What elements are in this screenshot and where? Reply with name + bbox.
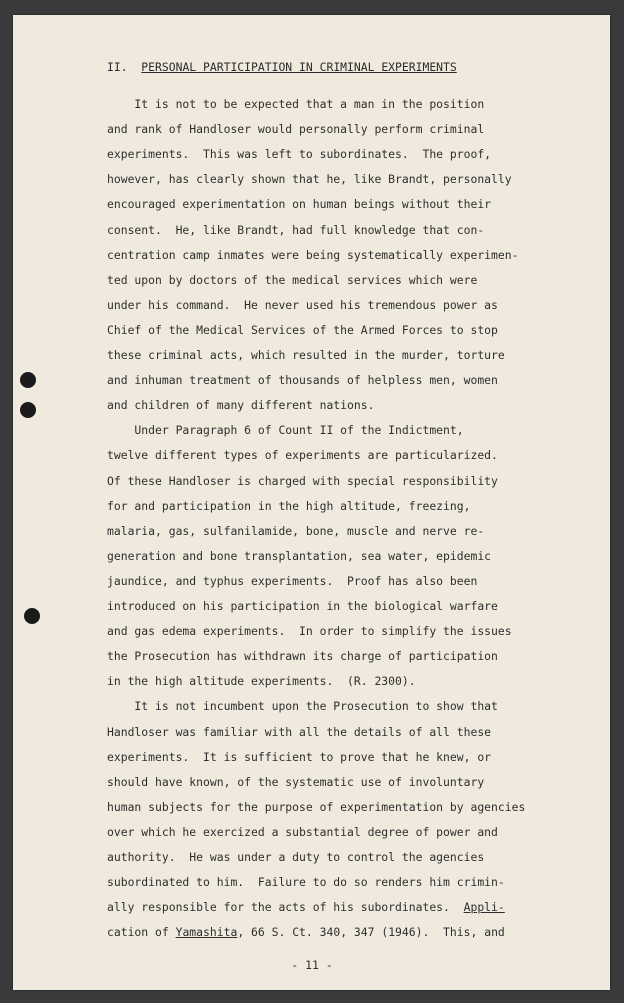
body-line: and gas edema experiments. In order to simplify the issues (107, 624, 512, 639)
text-cation: cation (107, 925, 149, 940)
section-number: II. (107, 60, 128, 74)
body-line: It is not incumbent upon the Prosecution to show that (107, 699, 498, 714)
body-line: ted upon by doctors of the medical services which were (107, 272, 478, 287)
page-number: - 11 - (291, 958, 333, 972)
appli-link-text: Appli- (463, 900, 505, 915)
body-line: and children of many different nations. (107, 398, 375, 413)
body-line-last (107, 900, 505, 914)
body-line: authority. He was under a duty to control the agencies (107, 850, 485, 864)
body-line: should have known, of the systematic use of involuntary (107, 774, 485, 789)
case-name: Yamashita (175, 925, 238, 940)
punch-hole (20, 372, 36, 388)
body-line: however, has clearly shown that he, like Brandt, personally (107, 172, 512, 187)
body-line: human subjects for the purpose of experimentation by agencies (107, 799, 526, 814)
body-line: Handloser was familiar with all the details of all these (107, 724, 492, 739)
body-line: consent. He, like Brandt, had full knowledge that con- (107, 222, 485, 237)
body-line: Under Paragraph 6 of Count II of the Indictment, (107, 423, 464, 438)
body-line: subordinated to him. Failure to do so renders him crimin- (107, 875, 505, 890)
body-line: in the high altitude experiments. (R. 2300). (107, 674, 416, 689)
body-line: malaria, gas, sulfanilamide, bone, muscle and nerve re- (107, 523, 485, 538)
body-line: centration camp inmates were being systematically experimen- (107, 247, 519, 262)
body-line: encouraged experimentation on human beings without their (107, 197, 492, 212)
body-line-33: ally responsible for the acts of his subordinates. (107, 900, 464, 915)
body-line: experiments. This was left to subordinates. The proof, (107, 147, 492, 162)
body-line: under his command. He never used his tremendous power as (107, 297, 498, 312)
body-line: Of these Handloser is charged with special responsibility (107, 473, 498, 488)
body-line: introduced on his participation in the biological warfare (107, 599, 498, 613)
section-title: PERSONAL PARTICIPATION IN CRIMINAL EXPERIMENTS (141, 60, 457, 74)
body-line: generation and bone transplantation, sea water, epidemic (107, 548, 492, 563)
body-line: jaundice, and typhus experiments. Proof has also been (107, 573, 478, 588)
body-line: over which he exercized a substantial degree of power and (107, 824, 498, 839)
text-of: of (148, 925, 176, 940)
body-line: twelve different types of experiments are particularized. (107, 448, 498, 463)
body-line: and inhuman treatment of thousands of helpless men, women (107, 373, 498, 388)
punch-hole (24, 608, 40, 624)
body-line: and rank of Handloser would personally perform criminal (107, 122, 485, 137)
section-heading (107, 60, 457, 74)
body-line-final (107, 925, 505, 939)
citation-text: , 66 S. Ct. 340, 347 (1946). This, and (237, 925, 505, 940)
body-line: Chief of the Medical Services of the Armed Forces to stop (107, 322, 498, 337)
body-line: It is not to be expected that a man in the position (107, 97, 485, 111)
punch-hole (20, 402, 36, 418)
body-line: these criminal acts, which resulted in the murder, torture (107, 348, 505, 362)
body-line: the Prosecution has withdrawn its charge of participation (107, 649, 498, 664)
body-line: for and participation in the high altitude, freezing, (107, 498, 471, 513)
body-line: experiments. It is sufficient to prove that he knew, or (107, 749, 492, 764)
